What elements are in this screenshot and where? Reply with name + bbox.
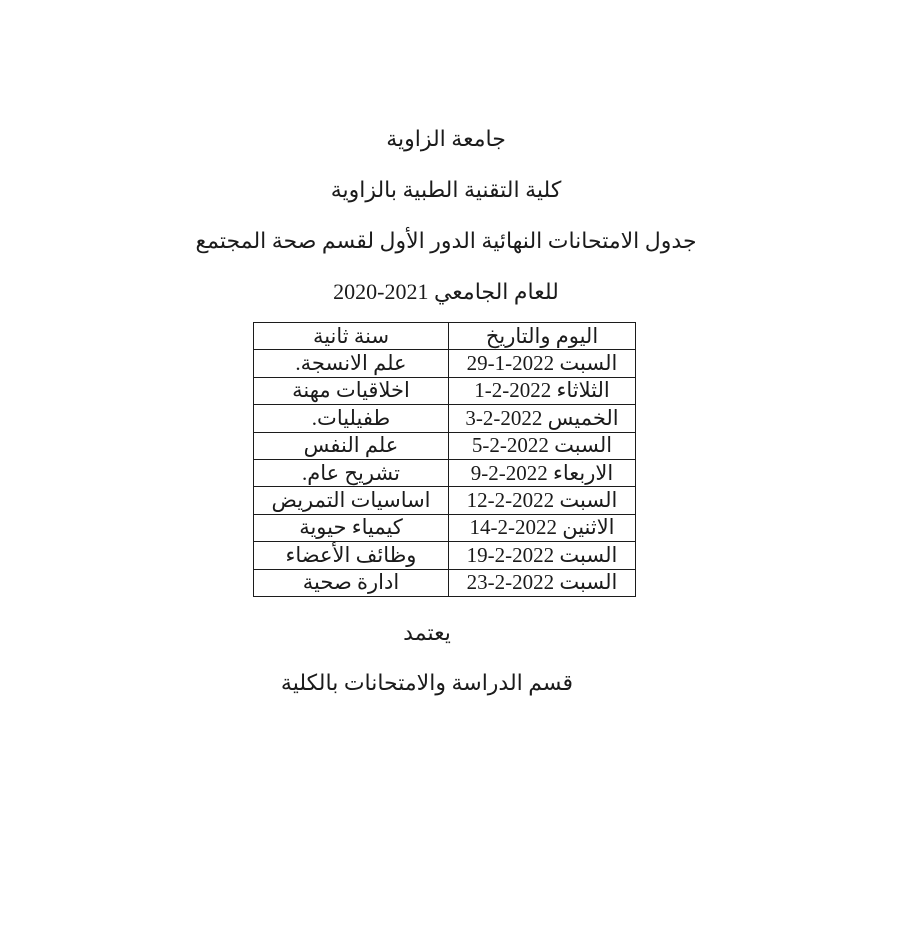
table-row — [254, 405, 636, 432]
subject-cell: كيمياء حيوية — [254, 514, 449, 541]
approval-label: يعتمد — [403, 620, 451, 645]
subject-cell: اخلاقيات مهنة — [254, 377, 449, 404]
document-header — [0, 113, 897, 317]
exam-date-cell: السبت 2022-2-5 — [449, 432, 636, 459]
exam-date-cell: الخميس 2022-2-3 — [449, 405, 636, 432]
exam-date-cell: السبت 2022-2-23 — [449, 569, 636, 596]
subject-cell: طفيليات. — [254, 405, 449, 432]
table-row — [254, 459, 636, 486]
table-row — [254, 432, 636, 459]
department-name: قسم الدراسة والامتحانات بالكلية — [280, 670, 574, 695]
exam-date-cell: السبت 2022-2-12 — [449, 487, 636, 514]
college-name: كلية التقنية الطبية بالزاوية — [330, 177, 562, 202]
subject-cell: علم النفس — [254, 432, 449, 459]
year-group-column-header: سنة ثانية — [254, 323, 449, 350]
subject-cell: وظائف الأعضاء — [254, 542, 449, 569]
exam-date-cell: السبت 2022-2-19 — [449, 542, 636, 569]
table-row — [254, 542, 636, 569]
exam-date-cell: الثلاثاء 2022-2-1 — [449, 377, 636, 404]
day-date-column-header: اليوم والتاريخ — [449, 323, 636, 350]
exam-date-cell: الاربعاء 2022-2-9 — [449, 459, 636, 486]
schedule-title: جدول الامتحانات النهائية الدور الأول لقسم صحة المجتمع — [195, 228, 697, 253]
exam-date-cell: السبت 2022-1-29 — [449, 350, 636, 377]
table-header-row — [254, 323, 636, 350]
subject-cell: تشريح عام. — [254, 459, 449, 486]
table-row — [254, 569, 636, 596]
subject-cell: علم الانسجة. — [254, 350, 449, 377]
academic-year: للعام الجامعي 2021-2020 — [333, 279, 559, 304]
subject-cell: ادارة صحية — [254, 569, 449, 596]
table-row — [254, 514, 636, 541]
exam-date-cell: الاثنين 2022-2-14 — [449, 514, 636, 541]
subject-cell: اساسيات التمريض — [254, 487, 449, 514]
table-row — [254, 350, 636, 377]
university-name: جامعة الزاوية — [386, 126, 506, 151]
exam-schedule-table — [253, 322, 636, 597]
approval-section — [0, 608, 878, 708]
table-row — [254, 487, 636, 514]
table-row — [254, 377, 636, 404]
